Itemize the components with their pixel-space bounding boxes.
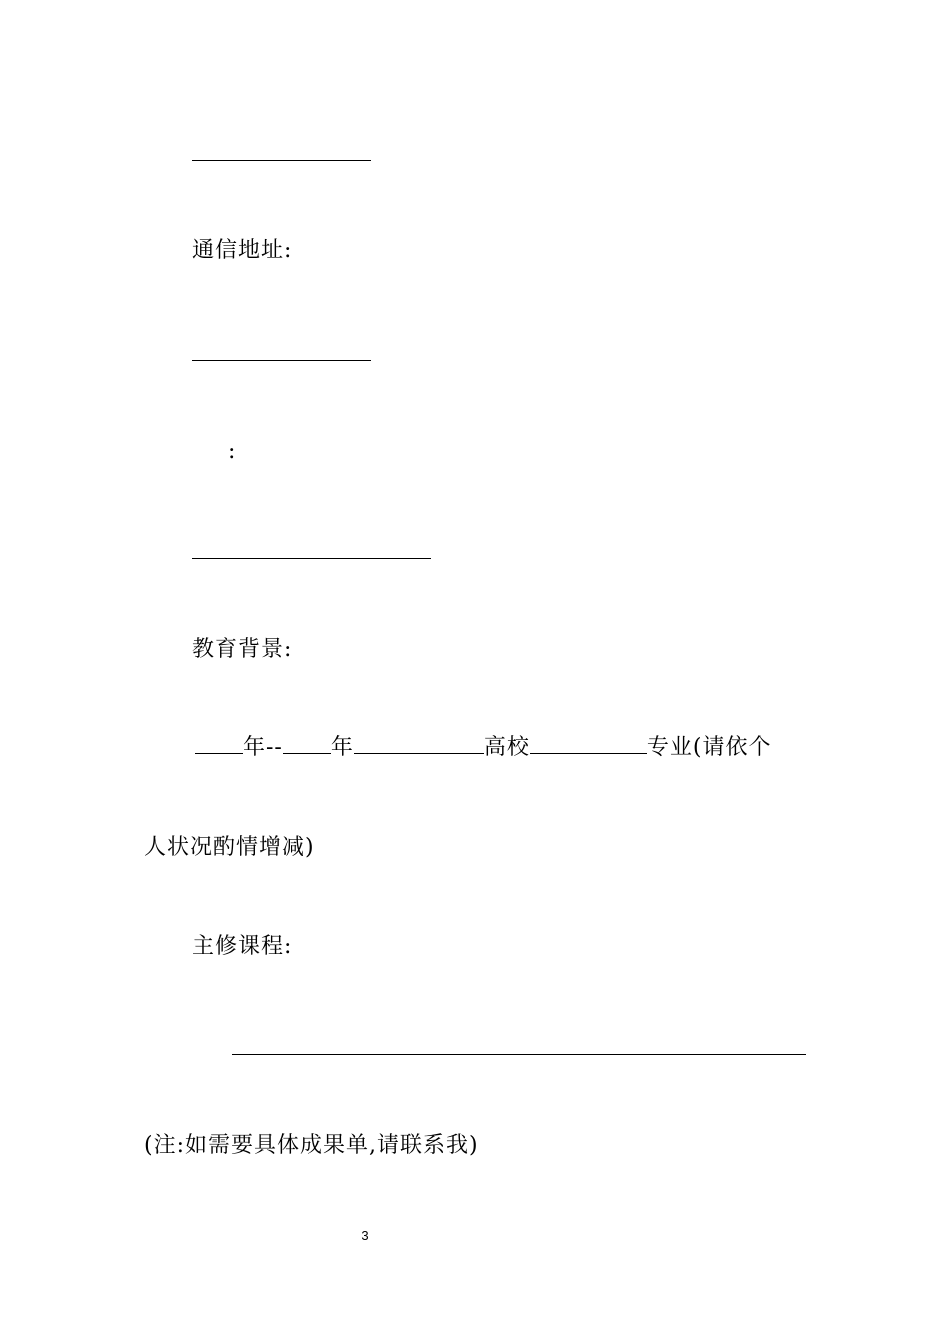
year-text-1: 年-- — [243, 735, 283, 760]
note-text: (注:如需要具体成果单,请联系我) — [144, 1133, 479, 1158]
education-line — [195, 733, 772, 763]
school-blank — [354, 735, 484, 754]
page-number: 3 — [361, 1228, 369, 1243]
year-text-2: 年 — [330, 735, 354, 760]
courses-label: 主修课程: — [192, 934, 293, 959]
courses-blank-line — [232, 1054, 806, 1055]
education-label: 教育背景: — [192, 637, 293, 662]
school-text: 高校 — [483, 735, 530, 760]
major-blank — [530, 735, 647, 754]
colon-label: : — [228, 439, 237, 464]
address-label: 通信地址: — [192, 238, 293, 263]
major-text: 专业(请依个 — [646, 735, 772, 760]
address-blank-line — [192, 360, 371, 361]
blank-line — [192, 160, 371, 161]
year-start-blank — [195, 735, 243, 754]
year-end-blank — [283, 735, 331, 754]
blank-line-long — [192, 558, 431, 559]
education-continuation: 人状况酌情增减) — [144, 835, 315, 860]
